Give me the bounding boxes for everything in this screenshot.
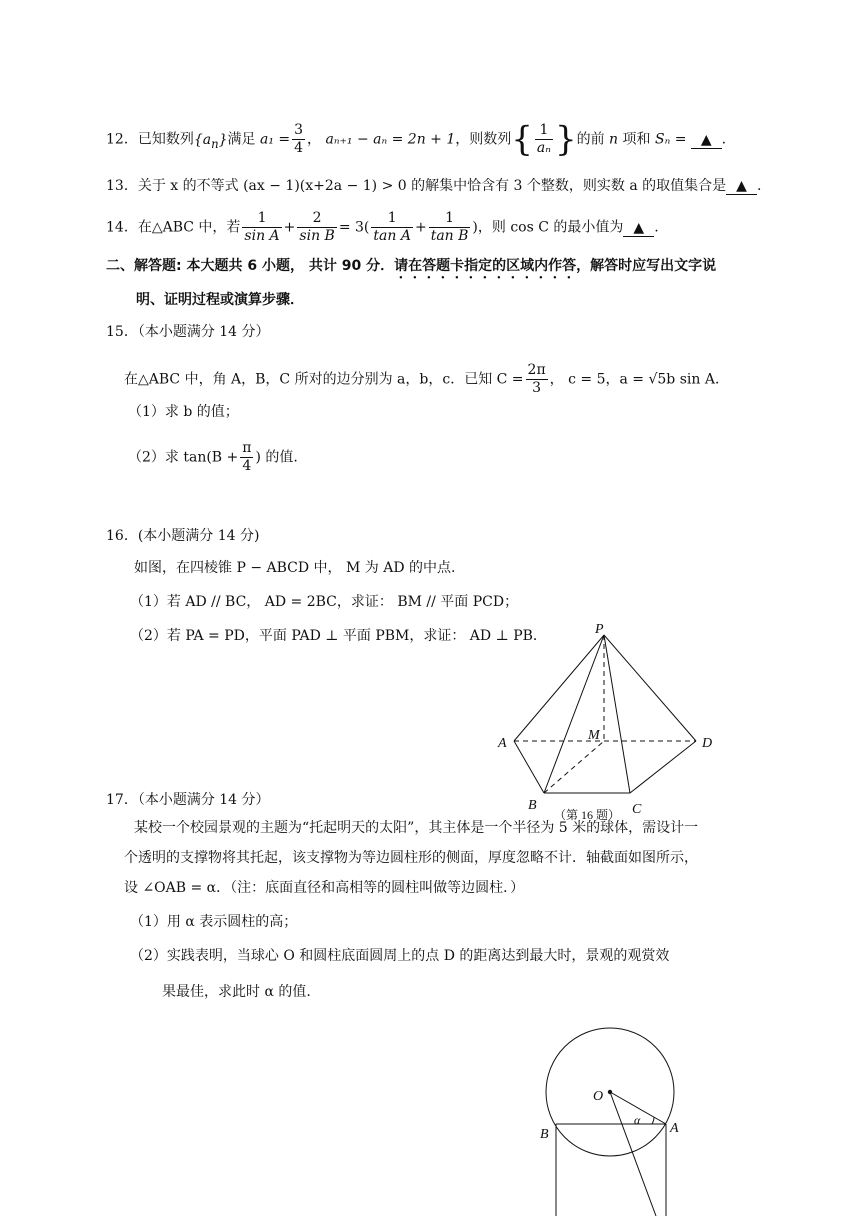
q15-frac-C: $\frac{2\pi}{3}$: [527, 362, 546, 396]
q15-part1: （1）求 b 的值；: [128, 404, 239, 420]
label-A: A: [670, 1121, 679, 1136]
q12-frac-inv: $\frac{1}{\text{aₙ}}$: [536, 122, 551, 156]
section-header-cont: 明、证明过程或演算步骤．: [136, 292, 304, 308]
q16-stem: 如图，在四棱锥 P − ABCD 中， M 为 AD 的中点.: [134, 560, 456, 576]
q17-head: 17．（本小题满分 14 分）: [106, 792, 270, 808]
q12-seq: $\{a_n\}$: [193, 131, 228, 151]
q13-text: 关于 x 的不等式 (ax − 1)(x+2a − 1) > 0 的解集中恰含有 3 个整数，则实数 a 的取值集合是: [137, 178, 727, 194]
label-P: P: [595, 622, 604, 637]
q14-answer-blank[interactable]: ▲: [623, 220, 654, 237]
center-O-dot: [608, 1090, 612, 1094]
q13-line: 13．关于 x 的不等式 (ax − 1)(x+2a − 1) > 0 的解集中恰含有 3 个整数，则实数 a 的取值集合是 ▲ .: [106, 178, 762, 194]
q12-number: 12．: [106, 131, 138, 148]
q14-frac-3: $\frac{1}{\text{tan A}}$: [373, 210, 411, 244]
q13-answer-blank[interactable]: ▲: [726, 178, 757, 195]
label-alpha: α: [634, 1113, 641, 1127]
label-C: C: [632, 802, 642, 817]
angle-alpha-arc: [652, 1117, 654, 1124]
q17-part2: （2）实践表明，当球心 O 和圆柱底面圆周上的点 D 的距离达到最大时，景观的观赏效: [130, 948, 670, 964]
q17-line2: 个透明的支撑物将其托起，该支撑物为等边圆柱形的侧面，厚度忽略不计．轴截面如图所示，: [124, 850, 698, 866]
q12-text: 已知数列: [137, 131, 194, 148]
label-A: A: [498, 736, 507, 751]
label-B: B: [528, 798, 537, 813]
q12-sn: Sₙ =: [654, 131, 687, 148]
q14-frac-4: $\frac{1}{\text{tan B}}$: [430, 210, 469, 244]
edge-BM-hidden: [544, 741, 604, 793]
q13-number: 13．: [106, 178, 138, 194]
pyramid-figure: [490, 615, 730, 825]
sphere-cylinder-figure: [530, 1020, 690, 1216]
q15-head: 15．（本小题满分 14 分）: [106, 324, 270, 340]
label-M: M: [588, 728, 600, 743]
edge-PC: [604, 635, 630, 793]
q14-number: 14．: [106, 219, 138, 236]
q16-part1: （1）若 AD // BC， AD = 2BC，求证： BM // 平面 PCD；: [130, 594, 519, 610]
figure-caption: （第 16 题）: [554, 808, 621, 822]
edge-PA: [514, 635, 604, 741]
q14-frac-2: $\frac{2}{\text{sin B}}$: [299, 210, 335, 244]
q17-line3: 设 ∠OAB = α．（注：底面直径和高相等的圆柱叫做等边圆柱．）: [124, 880, 525, 896]
segment-OD: [610, 1092, 656, 1216]
q12-text: ，则数列: [455, 131, 512, 148]
edge-CD: [630, 741, 696, 793]
label-B: B: [540, 1127, 549, 1142]
q12-recurrence: aₙ₊₁ − aₙ = 2n + 1: [325, 131, 456, 148]
q12-frac-3-4: $\frac{3}{4}$: [294, 122, 304, 156]
q14-frac-1: $\frac{1}{\text{sin A}}$: [244, 210, 280, 244]
edge-PD: [604, 635, 696, 741]
edge-AB: [514, 741, 544, 793]
edge-PB: [544, 635, 604, 793]
q12-text: 满足: [227, 131, 256, 148]
q14-text: ，则 cos C 的最小值为: [477, 219, 624, 236]
q16-head: 16．(本小题满分 14 分): [106, 528, 260, 544]
q12-answer-blank[interactable]: ▲: [691, 132, 722, 149]
q17-part1: （1）用 α 表示圆柱的高；: [130, 914, 298, 930]
q15-part2: （2）求 tan(B + $\frac{\pi}{4}$ ) 的值.: [128, 440, 298, 474]
q16-part2: （2）若 PA = PD，平面 PAD ⊥ 平面 PBM，求证： AD ⊥ PB．: [130, 628, 547, 644]
q14-text: 在△ABC 中，若: [137, 219, 241, 236]
q17-part2-cont: 果最佳，求此时 α 的值.: [162, 984, 311, 1000]
q14-line: 14．在△ABC 中，若 $\frac{1}{\text{sin A}}$ + $\frac{2}{\text{sin B}}$ = 3( $\frac{1}{\text{tan A}}$ + $\frac{1}{\text{tan B}}$ )，则 cos C 的最小值为 ▲ .: [106, 210, 659, 244]
section-header: 二、解答题: 本大题共 6 小题， 共计 90 分．请在答题卡指定的区域内作答，解答时应写出文字说: [106, 258, 717, 274]
q17-line1: 某校一个校园景观的主题为“托起明天的太阳”，其主体是一个半径为 5 米的球体，需设计一: [134, 820, 699, 836]
label-O: O: [593, 1089, 604, 1104]
label-D: D: [702, 736, 713, 751]
q12-a1: a₁ =: [259, 131, 291, 148]
q12-line: 12．已知数列$\{a_n\}$满足 a₁ = $\frac{3}{4}$ ， aₙ₊₁ − aₙ = 2n + 1，则数列{ $\frac{1}{\text{aₙ}}$ }的前 n 项和 Sₙ = ▲ .: [106, 119, 727, 160]
q15-stem: 在△ABC 中，角 A，B，C 所对的边分别为 a，b，c．已知 C = $\frac{2\pi}{3}$ ， c = 5，a = √5b sin A．: [124, 362, 729, 396]
q15-frac-pi4: $\frac{\pi}{4}$: [242, 440, 252, 474]
